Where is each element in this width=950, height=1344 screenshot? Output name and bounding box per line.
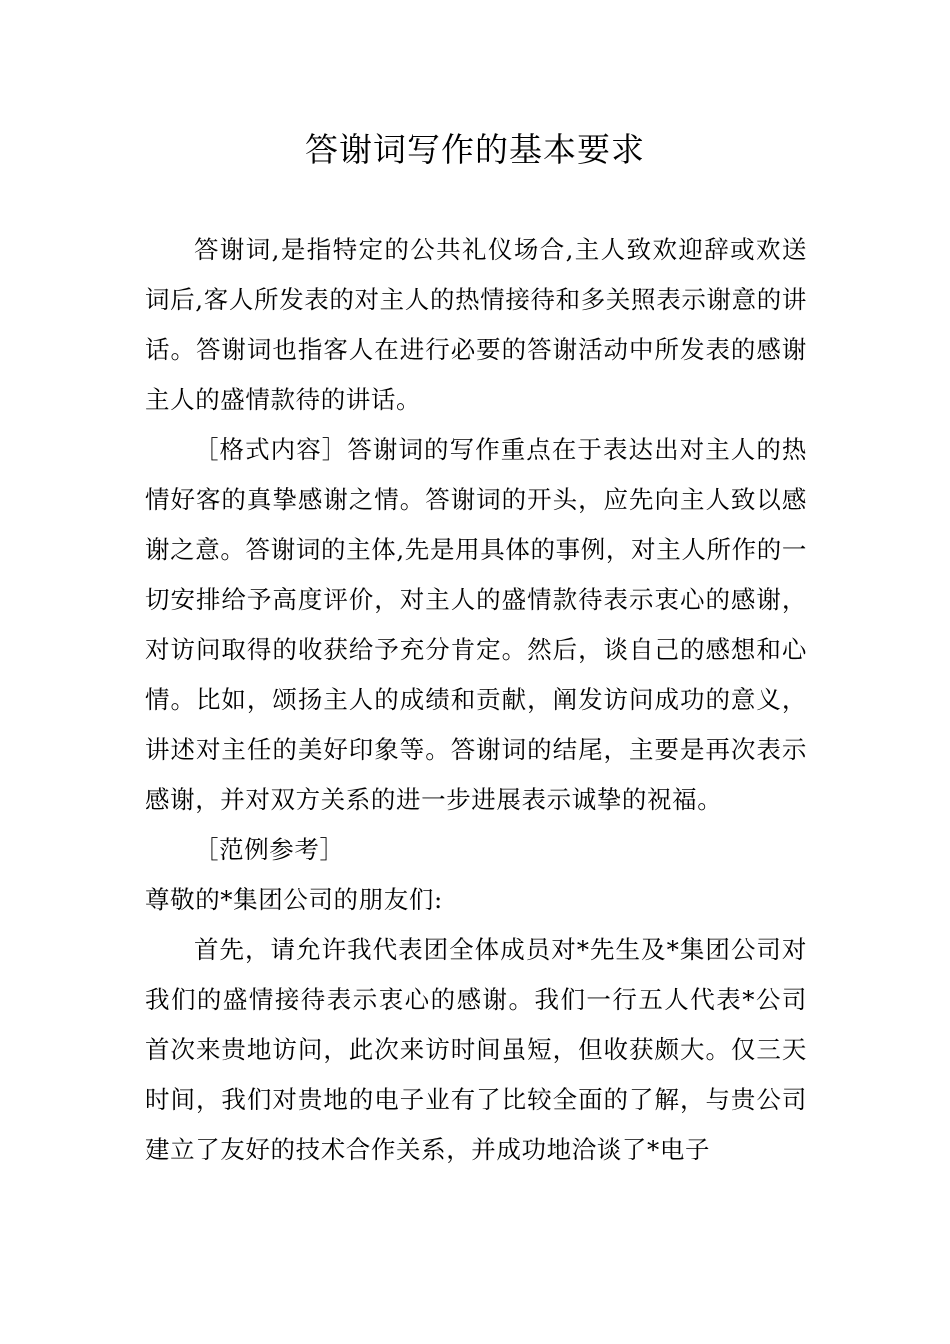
paragraph-example-body: 首先，请允许我代表团全体成员对*先生及*集团公司对我们的盛情接待表示衷心的感谢。我们一行五人代表*公司首次来贵地访问，此次来访时间虽短，但收获颇大。仅三天时间，我们对贵地的电子业有了比较全面的了解，与贵公司建立了友好的技术合作关系，并成功地洽谈了*电子 (145, 935, 807, 1164)
paragraph-example-heading: ［范例参考］ (194, 835, 345, 864)
paragraph-definition: 答谢词,是指特定的公共礼仪场合,主人致欢迎辞或欢送词后,客人所发表的对主人的热情接待和多关照表示谢意的讲话。答谢词也指客人在进行必要的答谢活动中所发表的感谢主人的盛情款待的讲话。 (145, 235, 807, 414)
document-body (145, 225, 807, 1175)
paragraph-format-content: ［格式内容］答谢词的写作重点在于表达出对主人的热情好客的真挚感谢之情。答谢词的开头，应先向主人致以感谢之意。答谢词的主体,先是用具体的事例，对主人所作的一切安排给予高度评价，对主人的盛情款待表示衷心的感谢，对访问取得的收获给予充分肯定。然后，谈自己的感想和心情。比如，颂扬主人的成绩和贡献，阐发访问成功的意义，讲述对主任的美好印象等。答谢词的结尾，主要是再次表示感谢，并对双方关系的进一步进展表示诚挚的祝福。 (145, 435, 807, 814)
paragraph-salutation: 尊敬的*集团公司的朋友们: (145, 885, 443, 914)
document-title: 答谢词写作的基本要求 (305, 130, 645, 169)
